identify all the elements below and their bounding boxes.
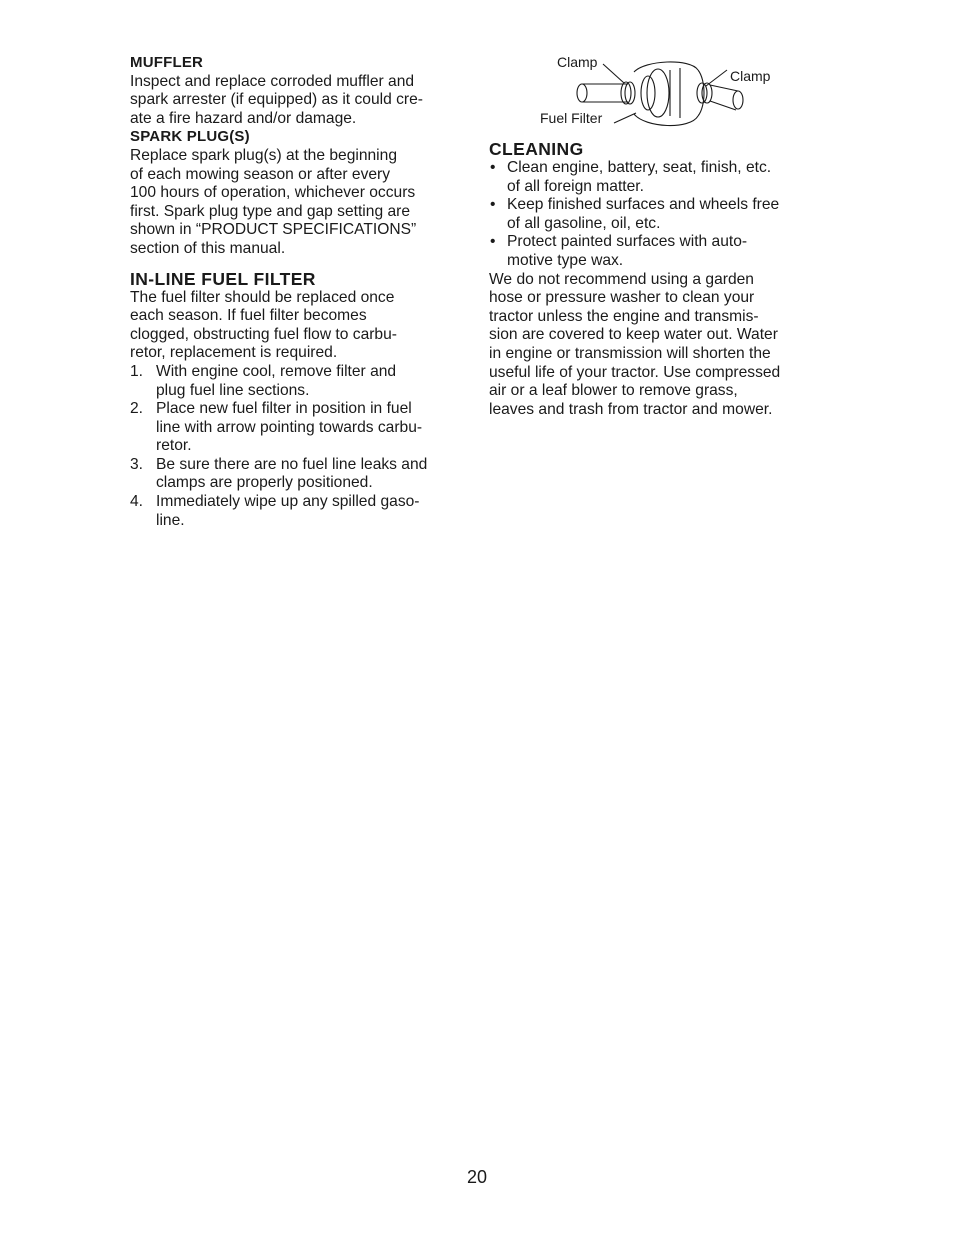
- step-text: Place new fuel filter in position in fuel line with arrow pointing towards carbu- retor.: [156, 400, 423, 455]
- cleaning-bullets: [489, 159, 834, 271]
- left-column: [130, 54, 475, 530]
- step-text: With engine cool, remove filter and plug fuel line sections.: [156, 362, 397, 399]
- bullet-icon: •: [490, 233, 496, 251]
- bullet-icon: •: [490, 196, 496, 214]
- fuel-filter-label: Fuel Filter: [540, 110, 603, 126]
- spark-plugs-body: Replace spark plug(s) at the beginning of each mowing season or after every 100 hours of operation, whichever occurs first. Spark plug type and gap setting are shown in “PRODUCT SPECIFICATIONS” section of this manual.: [130, 146, 417, 257]
- step-number: 1.: [130, 362, 144, 380]
- bullet-text: Keep finished surfaces and wheels free of all gasoline, oil, etc.: [507, 196, 780, 232]
- clamp-left-label: Clamp: [557, 54, 598, 70]
- muffler-section: [130, 54, 475, 128]
- step-text: Immediately wipe up any spilled gaso- line.: [156, 493, 420, 529]
- cleaning-body: We do not recommend using a garden hose or pressure washer to clean your tractor unless the engine and transmis- sion are covered to keep water out. Water in engine or transmission will shorten the useful life of your tractor. Use compressed air or a leaf blower to remove grass, leaves and trash from tractor and mower.: [489, 270, 781, 418]
- muffler-body: Inspect and replace corroded muffler and spark arrester (if equipped) as it could cre- ate a fire hazard and/or damage.: [130, 72, 423, 127]
- step-item: [130, 363, 475, 400]
- page-number: 20: [466, 1167, 488, 1187]
- step-text: Be sure there are no fuel line leaks and clamps are properly positioned.: [156, 455, 428, 492]
- spark-plugs-heading: SPARK PLUG(S): [130, 128, 250, 146]
- clamp-right-label: Clamp: [730, 68, 771, 84]
- bullet-item: [489, 196, 834, 233]
- fuel-filter-steps: [130, 363, 475, 530]
- fuel-filter-heading: IN-LINE FUEL FILTER: [130, 268, 316, 289]
- bullet-text: Clean engine, battery, seat, finish, etc. of all foreign matter.: [507, 159, 772, 195]
- fuel-filter-section: [130, 269, 475, 531]
- bullet-item: [489, 233, 834, 270]
- step-item: [130, 456, 475, 493]
- cleaning-section: [489, 139, 834, 419]
- fuel-filter-illustration: [530, 50, 790, 136]
- bullet-icon: •: [490, 159, 496, 176]
- right-column: [489, 139, 834, 419]
- cleaning-heading: CLEANING: [489, 139, 584, 159]
- bullet-item: [489, 159, 834, 196]
- spark-plugs-section: [130, 128, 475, 258]
- muffler-heading: MUFFLER: [130, 54, 204, 71]
- step-number: 2.: [130, 400, 144, 418]
- step-item: [130, 493, 475, 530]
- fuel-filter-body: The fuel filter should be replaced once each season. If fuel filter becomes clogged, obstructing fuel flow to carbu- retor, replacement is required.: [130, 288, 397, 362]
- step-number: 4.: [130, 493, 144, 511]
- bullet-text: Protect painted surfaces with auto- motive type wax.: [507, 233, 748, 269]
- step-number: 3.: [130, 455, 144, 473]
- step-item: [130, 400, 475, 456]
